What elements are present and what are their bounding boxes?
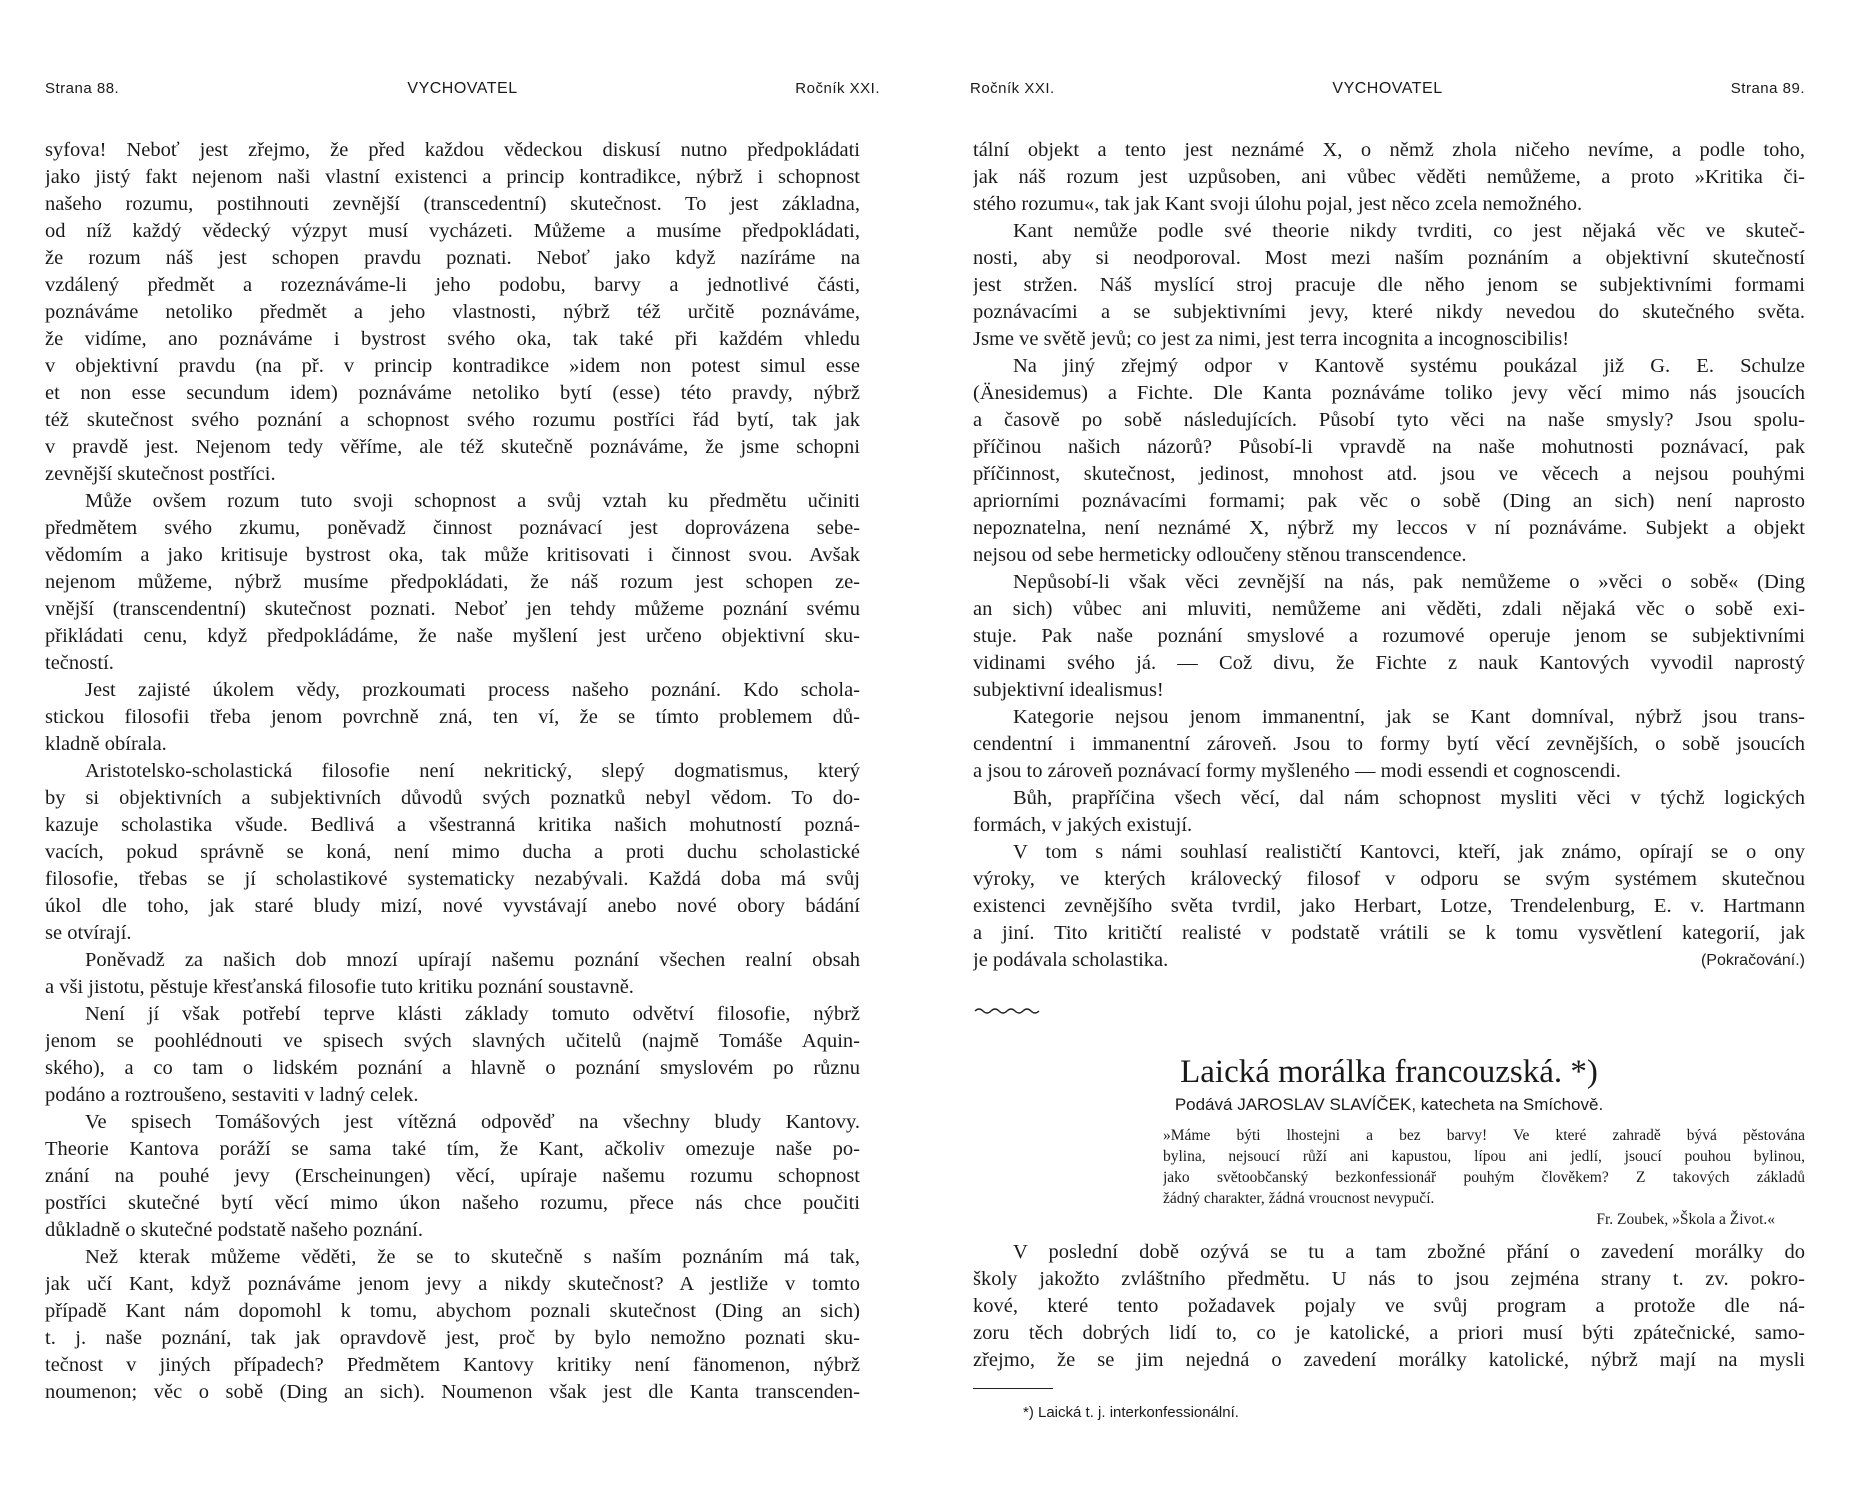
text-line: Než kterak můžeme věděti, že se to skutečně s naším poznáním má tak, — [85, 1246, 860, 1268]
text-line: cendentní i immanentní zároveň. Jsou to formy bytí věcí zevnějších, o sobě jsoucích — [973, 733, 1805, 755]
text-line: tečností. — [45, 652, 114, 674]
text-line: Ve spisech Tomášových jest vítězná odpověď na všechny bludy Kantovy. — [85, 1111, 860, 1133]
text-line: nepoznatelna, není neznámé X, nýbrž my leccos v ní poznáváme. Subjekt a objekt — [973, 517, 1805, 539]
motto-quote — [1163, 1125, 1805, 1231]
text-line: poznáváme netoliko předmět a jeho vlastnosti, nýbrž též určitě poznáváme, — [45, 301, 860, 323]
text-line: t. j. naše poznání, tak jak opravdově jest, proč by bylo nemožno poznati sku- — [45, 1327, 860, 1349]
page-header — [970, 80, 1805, 104]
text-line: se otvírají. — [45, 922, 132, 944]
text-line: zřejmo, že se jim nejedná o zavedení morálky katolické, nýbrž mají na mysli — [973, 1349, 1805, 1371]
page-number: Strana 88. — [45, 80, 120, 97]
journal-title: VYCHOVATEL — [407, 80, 518, 97]
text-line: stého rozumu«, tak jak Kant svoji úlohu pojal, jest něco zcela nemožného. — [973, 193, 1583, 215]
text-line: kazuje scholastika všude. Bedlivá a všestranná kritika našich mohutností pozná- — [45, 814, 860, 836]
text-line: podáno a roztroušeno, sestaviti v ladný celek. — [45, 1084, 419, 1106]
text-line: a vši jistotu, pěstuje křesťanská filosofie tuto kritiku poznání soustavně. — [45, 976, 634, 998]
text-line: noumenon; věc o sobě (Ding an sich). Noumenon však jest dle Kanta transcenden- — [45, 1381, 860, 1403]
page-number: Strana 89. — [1730, 80, 1805, 97]
text-line: příčinnost, skutečnost, jedinost, mnohost atd. jsou ve věcech a nejsou pouhými — [973, 463, 1805, 485]
page-header — [45, 80, 880, 104]
motto-line: jako světoobčanský bezkonfessionář pouhým člověkem? Z takových základů — [1163, 1169, 1805, 1186]
text-line: postříci skutečné bytí věcí mimo úkon našeho rozumu, přece nás chce poučiti — [45, 1192, 860, 1214]
text-line: Jest zajisté úkolem vědy, prozkoumati process našeho poznání. Kdo schola- — [85, 679, 860, 701]
article-text — [973, 1239, 1805, 1374]
text-line: vzdálený předmět a rozeznáváme-li jeho podobu, barvy a jednotlivé části, — [45, 274, 860, 296]
text-line: úkol dle toho, jak staré bludy mizí, nové vyvstávají anebo nové obory bádání — [45, 895, 860, 917]
text-line: poznávacími a se subjektivními jevy, které nikdy nevedou do skutečného světa. — [973, 301, 1805, 323]
text-line: Kategorie nejsou jenom immanentní, jak se Kant domníval, nýbrž jsou trans- — [1013, 706, 1805, 728]
text-line: Na jiný zřejmý odpor v Kantově systému poukázal již G. E. Schulze — [1013, 355, 1805, 377]
text-line: našeho rozumu, postihnouti zevnější (transcedentní) skutečnost. To jest základna, — [45, 193, 860, 215]
footnote-divider — [973, 1388, 1053, 1389]
left-page-text — [45, 137, 860, 1406]
text-line: stickou filosofii třeba jenom povrchně zná, ten ví, že se tímto problemem dů- — [45, 706, 860, 728]
motto-source: Fr. Zoubek, »Škola a Život.« — [1596, 1211, 1775, 1228]
text-line: a jiní. Tito kritičtí realisté v podstatě vrátili se k tomu vysvětlení kategorií, jak — [973, 922, 1805, 944]
final-line-text: je podávala scholastika. — [973, 949, 1169, 971]
text-line: apriorními poznávacími formami; pak věc o sobě (Ding an sich) není naprosto — [973, 490, 1805, 512]
volume-label: Ročník XXI. — [795, 80, 880, 97]
text-line: důkladně o skutečné podstatě našeho poznání. — [45, 1219, 423, 1241]
text-line: V poslední době ozývá se tu a tam zbožné přání o zavedení morálky do — [1013, 1241, 1805, 1263]
text-line: nejenom můžeme, nýbrž musíme předpokládati, že náš rozum jest schopen ze- — [45, 571, 860, 593]
text-line: Jsme ve světě jevů; co jest za nimi, jest terra incognita a incognoscibilis! — [973, 328, 1570, 350]
text-line: zevnější skutečnost postříci. — [45, 463, 276, 485]
text-line: Může ovšem rozum tuto svoji schopnost a svůj vztah ku předmětu učiniti — [85, 490, 860, 512]
continued-note: (Pokračování.) — [1700, 952, 1805, 969]
text-line: jak náš rozum jest uzpůsoben, ani vůbec věděti nemůžeme, a proto »Kritika či- — [973, 166, 1805, 188]
right-page-text — [973, 137, 1805, 1425]
text-line: Theorie Kantova poráží se sama také tím, že Kant, ačkoliv omezuje naše po- — [45, 1138, 860, 1160]
text-line: případě Kant nám dopomohl k tomu, abychom poznali skutečnost (Ding an sich) — [45, 1300, 860, 1322]
text-line: tečnost v jiných případech? Předmětem Kantovy kritiky není fänomenon, nýbrž — [45, 1354, 860, 1376]
text-line: zoru těch dobrých lidí to, co je katolické, a priori musí býti zpátečnické, samo- — [973, 1322, 1805, 1344]
text-line: (Änesidemus) a Fichte. Dle Kanta poznáváme toliko jevy věcí mimo nás jsoucích — [973, 382, 1805, 404]
text-line: vacích, pokud správně se koná, není mimo ducha a proti duchu scholastické — [45, 841, 860, 863]
text-line: an sich) vůbec ani mluviti, nemůžeme ani věděti, zdali nějaká věc o sobě exi- — [973, 598, 1805, 620]
text-line: v objektivní pravdu (na př. v princip kontradikce »idem non potest simul esse — [45, 355, 860, 377]
text-line: že vidíme, ano poznáváme i bystrost svého oka, tak také při každém vhledu — [45, 328, 860, 350]
text-line: nosti, aby si neodporoval. Most mezi naším poznáním a objektivní skutečností — [973, 247, 1805, 269]
text-line: Aristotelsko-scholastická filosofie není nekritický, slepý dogmatismus, který — [85, 760, 860, 782]
text-line: že rozum náš jest schopen pravdu poznati. Neboť jako když nazíráme na — [45, 247, 860, 269]
text-line: V tom s námi souhlasí realističtí Kantovci, kteří, jak známo, opírají se o ony — [1013, 841, 1805, 863]
text-line: Není jí však potřebí teprve klásti základy tomuto odvětví filosofie, nýbrž — [85, 1003, 860, 1025]
text-line: a časově po sobě následujících. Působí tyto věci na naše smysly? Jsou spolu- — [973, 409, 1805, 431]
text-line: Nepůsobí-li však věci zevnější na nás, pak nemůžeme o »věci o sobě« (Ding — [1013, 571, 1805, 593]
article-byline: Podává JAROSLAV SLAVÍČEK, katecheta na Smíchově. — [1174, 1095, 1604, 1114]
text-line: vědomím a jako kritisuje bystrost oka, tak může kritisovati i činnost svou. Avšak — [45, 544, 860, 566]
text-line: kladně obírala. — [45, 733, 167, 755]
volume-label: Ročník XXI. — [970, 80, 1055, 97]
article-title: Laická morálka francouzská. *) — [1180, 1054, 1598, 1090]
text-line: příčinou našich názorů? Působí-li vpravdě na naše mohutnosti poznávací, pak — [973, 436, 1805, 458]
text-line: kové, které tento požadavek pojaly ve svůj program a protože dle ná- — [973, 1295, 1805, 1317]
text-line: nejsou od sebe hermeticky odloučeny stěnou transcendence. — [973, 544, 1467, 566]
text-line: vidinami svého já. — Což divu, že Fichte z nauk Kantových vyvodil naprostý — [973, 652, 1805, 674]
text-line: znání na pouhé jevy (Erscheinungen) věcí, upíraje našemu rozumu schopnost — [45, 1165, 860, 1187]
text-line: a jsou to zároveň poznávací formy myšleného — modi essendi et cognoscendi. — [973, 760, 1621, 782]
text-line: tální objekt a tento jest neznámé X, o němž zhola ničeho nevíme, a podle toho, — [973, 139, 1805, 161]
text-line: by si objektivních a subjektivních důvodů svých poznatků nebyl vědom. To do- — [45, 787, 860, 809]
text-line: Poněvadž za našich dob mnozí upírají našemu poznání všechen realní obsah — [85, 949, 860, 971]
text-line: od níž každý vědecký výzpyt musí vycházeti. Můžeme a musíme předpokládati, — [45, 220, 860, 242]
text-line: stuje. Pak naše poznání smyslové a rozumové operuje jenom se subjektivními — [973, 625, 1805, 647]
text-line: Kant nemůže podle své theorie nikdy tvrditi, co jest nějaká věc ve skuteč- — [1013, 220, 1805, 242]
text-line: přikládati cenu, když předpokládáme, že naše myšlení jest určeno objektivní sku- — [45, 625, 860, 647]
right-page — [925, 0, 1850, 1500]
text-line: též skutečnost svého poznání a schopnost svého rozumu postříci řád bytí, tak jak — [45, 409, 860, 431]
text-line: výroky, ve kterých královecký filosof v odporu se svým systémem skutečnou — [973, 868, 1805, 890]
text-line: ského), a co tam o lidském poznání a hlavně o poznání smyslovém po různu — [45, 1057, 860, 1079]
text-line: vnější (transcendentní) skutečnost poznati. Neboť jen tehdy můžeme poznání svému — [45, 598, 860, 620]
text-line: syfova! Neboť jest zřejmo, že před každou vědeckou diskusí nutno předpokládati — [45, 139, 860, 161]
text-line: filosofie, třebas se jí scholastikové systematicky nezabývali. Každá doba má svůj — [45, 868, 860, 890]
motto-line: »Máme býti lhostejni a bez barvy! Ve které zahradě bývá pěstována — [1163, 1127, 1805, 1144]
final-line — [973, 947, 1805, 974]
text-line: jenom se poohlédnouti ve spisech svých slavných učitelů (najmě Tomáše Aquin- — [45, 1030, 860, 1052]
motto-line: bylina, nejsoucí růží ani kapustou, lípou ani jedlí, jsoucí pouhou bylinou, — [1163, 1148, 1805, 1165]
text-line: jak učí Kant, když poznáváme jenom jevy a nikdy skutečnost? A jestliže v tomto — [45, 1273, 860, 1295]
text-line: et non esse secundum idem) poznáváme netoliko bytí (esse) této pravdy, nýbrž — [45, 382, 860, 404]
text-line: školy jakožto zvláštního předmětu. U nás to jsou zejména strany t. zv. pokro- — [973, 1268, 1805, 1290]
motto-line: žádný charakter, žádná vroucnost nevypučí. — [1163, 1190, 1435, 1207]
journal-title: VYCHOVATEL — [1332, 80, 1443, 97]
text-line: předmětem svého zkumu, poněvadž činnost poznávací jest doprovázena sebe- — [45, 517, 860, 539]
continued-article-text — [973, 137, 1805, 947]
section-ornament-icon — [973, 1004, 1043, 1018]
text-line: jako jistý fakt nejenom naši vlastní existenci a princip kontradikce, nýbrž i schopnost — [45, 166, 860, 188]
text-line: Bůh, prapříčina všech věcí, dal nám schopnost mysliti věci v týchž logických — [1013, 787, 1805, 809]
footnote: *) Laická t. j. interkonfessionální. — [1023, 1404, 1239, 1421]
text-line: jest stržen. Náš myslící stroj pracuje dle něho jenom se subjektivními formami — [973, 274, 1805, 296]
text-line: v pravdě jest. Nejenom tedy věříme, ale též skutečně poznáváme, že jsme schopni — [45, 436, 860, 458]
text-line: formách, v jakých existují. — [973, 814, 1193, 836]
text-line: subjektivní idealismus! — [973, 679, 1164, 701]
text-line: existenci zevnějšího světa tvrdil, jako Herbart, Lotze, Trendelenburg, E. v. Hartmann — [973, 895, 1805, 917]
